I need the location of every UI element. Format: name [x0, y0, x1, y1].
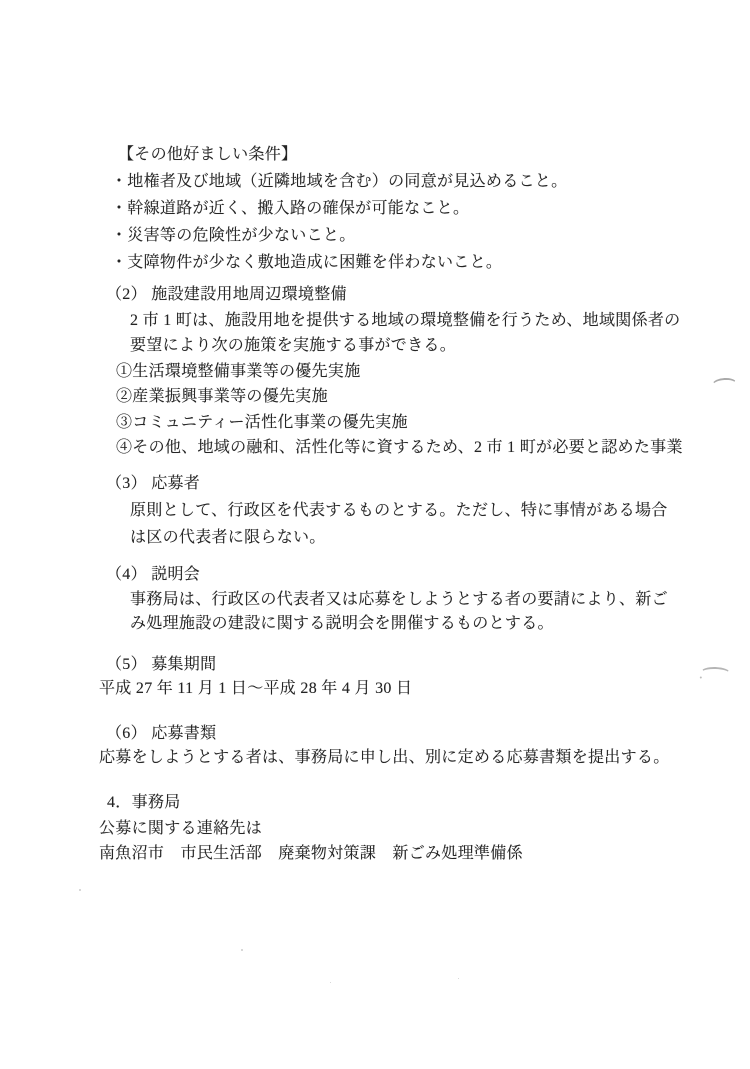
section-4-heading: （4） 説明会 [106, 566, 201, 583]
secretariat-contact-address: 南魚沼市 市民生活部 廃棄物対策課 新ごみ処理準備係 [99, 845, 523, 862]
section-6-heading: （6） 応募書類 [106, 725, 217, 742]
application-period-dates: 平成 27 年 11 月 1 日～平成 28 年 4 月 30 日 [99, 680, 413, 697]
section-4-body-line: み処理施設の建設に関する説明会を開催するものとする。 [130, 615, 554, 632]
section-3-heading: （3） 応募者 [106, 475, 201, 492]
preferred-condition-item: ・地権者及び地域（近隣地域を含む）の同意が見込めること。 [111, 173, 568, 190]
preferred-condition-item: ・災害等の危険性が少ないこと。 [111, 227, 356, 244]
dust-speck [458, 978, 459, 979]
dust-speck [241, 949, 243, 951]
dust-speck [330, 982, 331, 983]
secretariat-heading: 4．事務局 [107, 794, 181, 811]
section-2-numbered-item: ③コミュニティー活性化事業の優先実施 [116, 413, 408, 431]
preferred-conditions-heading: 【その他好ましい条件】 [118, 146, 298, 163]
section-3-applicants [0, 470, 750, 551]
section-2-numbered-item: ④その他、地域の融和、活性化等に資するため、2 市 1 町が必要と認めた事業 [116, 439, 683, 456]
section-5-heading: （5） 募集期間 [106, 656, 217, 673]
section-secretariat [0, 790, 750, 867]
section-2-numbered-item: ②産業振興事業等の優先実施 [116, 388, 328, 405]
section-2-body-line: 2 市 1 町は、施設用地を提供する地域の環境整備を行うため、地域関係者の [130, 311, 681, 329]
section-2-environment-improvement [0, 282, 750, 461]
section-6-body-line: 応募をしようとする者は、事務局に申し出、別に定める応募書類を提出する。 [99, 749, 670, 766]
secretariat-contact-intro: 公募に関する連絡先は [99, 819, 263, 837]
preferred-condition-item: ・幹線道路が近く、搬入路の確保が可能なこと。 [111, 200, 470, 217]
section-3-body-line: は区の代表者に限らない。 [130, 529, 326, 546]
section-6-application-documents [0, 722, 750, 770]
section-2-body-line: 要望により次の施策を実施する事ができる。 [130, 337, 457, 354]
section-2-heading: （2） 施設建設用地周辺環境整備 [106, 286, 347, 303]
dust-speck [79, 889, 81, 891]
section-5-application-period [0, 653, 750, 701]
section-4-body-line: 事務局は、行政区の代表者又は応募をしようとする者の要請により、新ご [130, 590, 668, 608]
section-2-numbered-item: ①生活環境整備事業等の優先実施 [116, 362, 361, 380]
section-4-briefing-session [0, 563, 750, 637]
section-3-body-line: 原則として、行政区を代表するものとする。ただし、特に事情がある場合 [130, 502, 668, 519]
preferred-conditions-block [0, 141, 750, 276]
preferred-condition-item: ・支障物件が少なく敷地造成に困難を伴わないこと。 [111, 254, 503, 271]
